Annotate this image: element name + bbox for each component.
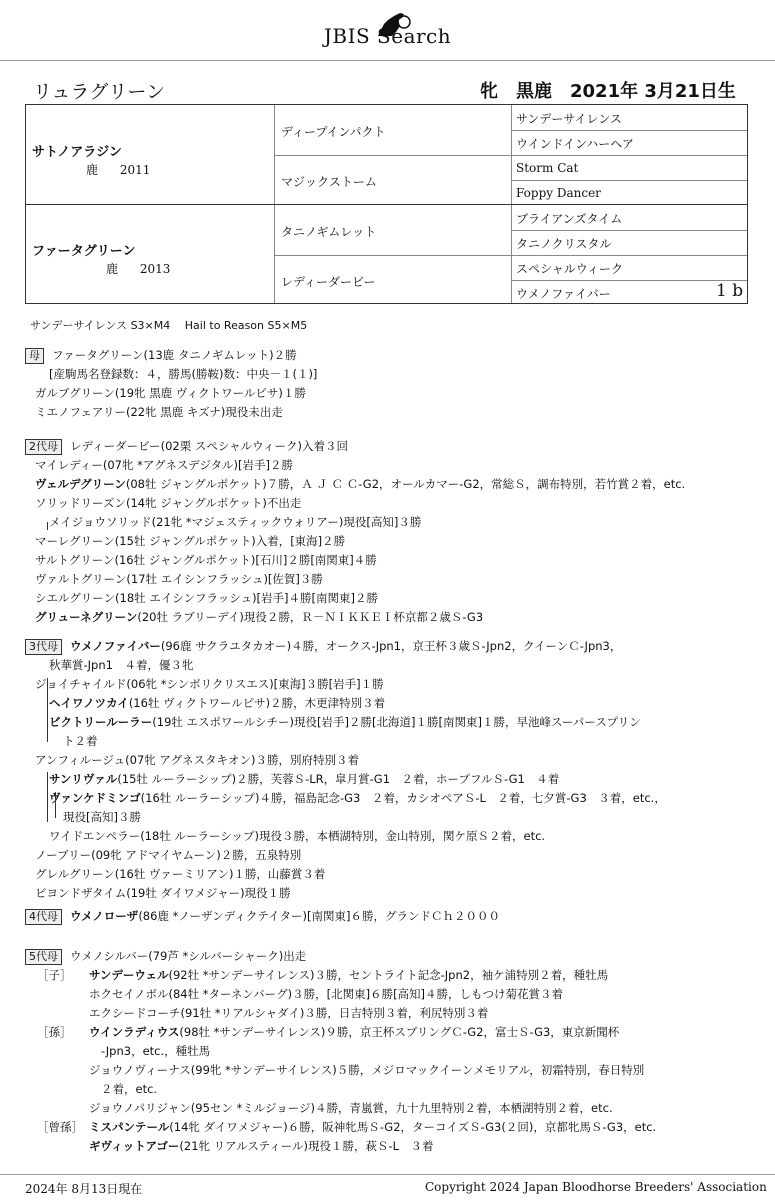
family-line	[25, 403, 317, 422]
family-line	[25, 947, 656, 966]
family-line	[25, 1080, 656, 1099]
tree-line	[47, 772, 48, 822]
relation-label: ［曾孫］	[37, 1120, 83, 1134]
line-text: (21牝 リアルスティール)現役１勝，萩Ｓ-L ３着	[179, 1139, 434, 1153]
line-text: (98牡 *サンデーサイレンス)９勝，京王杯スプリングＣ-G2，富士Ｓ-G3，東京新聞杯	[179, 1025, 620, 1039]
sire-color: 鹿	[86, 163, 99, 177]
footer-date: 2024年 8月13日現在	[25, 1182, 143, 1196]
family-line	[25, 608, 685, 627]
family-line	[25, 513, 685, 532]
horse-link[interactable]: ヴェルデグリーン	[35, 477, 126, 491]
line-text: (16牡 ヴィクトワールピサ)２勝，木更津特別３着	[128, 696, 386, 710]
family-line	[25, 1004, 656, 1023]
section-1	[25, 346, 317, 422]
line-text: 秋華賞-Jpn1 ４着，優３牝	[49, 658, 194, 672]
line-text: ソリッドリーズン(14牝 ジャングルポケット)不出走	[35, 496, 302, 510]
family-line	[25, 732, 666, 751]
gen2-item[interactable]: マジックストーム	[281, 175, 377, 189]
dam-name[interactable]: ファータグリーン	[32, 244, 136, 259]
family-line	[25, 570, 685, 589]
family-line	[25, 456, 685, 475]
gen3-item[interactable]: Storm Cat	[516, 161, 579, 175]
logo-text: JBIS Search	[323, 24, 452, 48]
line-text: (15牡 ルーラーシップ)２勝，芙蓉Ｓ-LR，皐月賞-G1 ２着，ホープフルＳ-G1 ４着	[117, 772, 560, 786]
line-text: ２着，etc.	[101, 1082, 158, 1096]
horse-link[interactable]: ウメノローザ	[70, 909, 139, 923]
line-text: グレルグリーン(16牡 ヴァーミリアン)１勝，山藤賞３着	[35, 867, 326, 881]
tree-line	[55, 792, 56, 818]
family-line	[25, 551, 685, 570]
line-text: ガルブグリーン(19牝 黒鹿 ヴィクトワールピサ)１勝	[35, 386, 306, 400]
line-text: (14牝 ダイワメジャー)６勝，阪神牝馬Ｓ-G2，ターコイズＳ-G3(２回)，京都牝馬Ｓ-G3，etc.	[169, 1120, 657, 1134]
dam-color: 鹿	[106, 262, 119, 276]
line-text: ジョイチャイルド(06牝 *シンボリクリスエス)[東海]３勝[岩手]１勝	[35, 677, 384, 691]
tree-line	[47, 522, 48, 530]
line-text: エクシードコーチ(91牡 *リアルシャダイ)３勝，日吉特別３着，利尻特別３着	[89, 1006, 489, 1020]
family-line	[25, 1099, 656, 1118]
line-text: ノーブリー(09牝 アドマイヤムーン)２勝，五泉特別	[35, 848, 302, 862]
family-line	[25, 494, 685, 513]
family-line	[25, 985, 656, 1004]
gen3-item[interactable]: Foppy Dancer	[516, 186, 601, 200]
family-line	[25, 384, 317, 403]
line-text: (86鹿 *ノーザンディクテイター)[南関東]６勝，グランドＣｈ２０００	[138, 909, 500, 923]
line-text: ワイドエンペラー(18牡 ルーラーシップ)現役３勝，本栖湖特別，金山特別，関ケ原Ｓ２着，etc.	[49, 829, 546, 843]
line-text: (16牡 ルーラーシップ)４勝，福島記念-G3 ２着，カシオペアＳ-L ２着，七夕賞-G3 ３着，etc.，	[140, 791, 666, 805]
gen3-item[interactable]: タニノクリスタル	[516, 237, 612, 251]
horse-link[interactable]: ヴァンケドミンゴ	[49, 791, 141, 805]
family-line	[25, 808, 666, 827]
generation-tag: 5代母	[25, 949, 62, 965]
gen2-item[interactable]: ディープインパクト	[281, 125, 386, 139]
family-line	[25, 1023, 656, 1042]
line-text: ファータグリーン(13鹿 タニノギムレット)２勝	[52, 348, 297, 362]
line-text: アンフィルージュ(07牝 アグネスタキオン)３勝，別府特別３着	[35, 753, 359, 767]
line-text: ホクセイノボル(84牡 *ターネンバーグ)３勝，[北関東]６勝[高知]４勝，しもつけ菊花賞３着	[89, 987, 564, 1001]
gen2-item[interactable]: タニノギムレット	[281, 225, 377, 239]
line-text: ビヨンドザタイム(19牡 ダイワメジャー)現役１勝	[35, 886, 291, 900]
relation-label: ［孫］	[37, 1025, 72, 1039]
gen3-item[interactable]: ブライアンズタイム	[516, 212, 623, 226]
family-line	[25, 966, 656, 985]
horse-link[interactable]: ビクトリールーラー	[49, 715, 153, 729]
line-text: マーレグリーン(15牡 ジャングルポケット)入着，[東海]２勝	[35, 534, 346, 548]
family-line	[25, 637, 666, 656]
gen3-item[interactable]: ウメノファイバー	[516, 287, 611, 301]
line-text: ミエノフェアリー(22牝 黒鹿 キズナ)現役未出走	[35, 405, 283, 419]
family-line	[25, 346, 317, 365]
horse-link[interactable]: ウインラディウス	[89, 1025, 180, 1039]
line-text: (08牡 ジャングルポケット)７勝，Ａ Ｊ Ｃ Ｃ-G2，オールカマー-G2，常総Ｓ，調布特別，若竹賞２着，etc.	[125, 477, 686, 491]
family-line	[25, 1118, 656, 1137]
family-number: 1 b	[716, 281, 744, 301]
line-text: ジョウノパリジャン(95セン *ミルジョージ)４勝，青嵐賞，九十九里特別２着，本栖湖特別２着，etc.	[89, 1101, 613, 1115]
family-line	[25, 865, 666, 884]
pedigree-table	[25, 104, 748, 304]
family-line	[25, 713, 666, 732]
horse-link[interactable]: ヘイワノツカイ	[49, 696, 129, 710]
gen2-item[interactable]: レディーダービー	[281, 275, 376, 289]
family-line	[25, 789, 666, 808]
horse-link[interactable]: ギヴィットアゴー	[89, 1139, 180, 1153]
section-3	[25, 637, 666, 903]
horse-link[interactable]: グリューネグリーン	[35, 610, 138, 624]
line-text: ジョウノヴィーナス(99牝 *サンデーサイレンス)５勝，メジロマックイーンメモリアル，初霜特別，春日特別	[89, 1063, 645, 1077]
gen3-item[interactable]: サンデーサイレンス	[516, 112, 622, 126]
line-text: (92牡 *サンデーサイレンス)３勝，セントライト記念-Jpn2，袖ケ浦特別２着，種牡馬	[168, 968, 609, 982]
section-5	[25, 947, 656, 1156]
family-line	[25, 675, 666, 694]
line-text: [産駒馬名登録数：４，勝馬(勝鞍)数：中央－１(１)]	[49, 367, 318, 381]
sire-year: 2011	[119, 163, 151, 177]
line-text: -Jpn3，etc.，種牡馬	[101, 1044, 211, 1058]
line-text: メイジョウソリッド(21牝 *マジェスティックウォリアー)現役[高知]３勝	[49, 515, 422, 529]
inbreeding-note: サンデーサイレンス S3×M4 Hail to Reason S5×M5	[30, 319, 308, 332]
generation-tag: 3代母	[25, 639, 62, 655]
jbis-logo[interactable]	[0, 8, 775, 48]
footer-divider	[0, 1174, 775, 1175]
family-line	[25, 1061, 656, 1080]
line-text: (19牡 エスポワールシチー)現役[岩手]２勝[北海道]１勝[南関東]１勝，早池峰スーパースプリン	[152, 715, 641, 729]
horse-name: リュラグリーン	[33, 81, 166, 103]
line-text: (96鹿 サクラユタカオー)４勝，オークス-Jpn1，京王杯３歳Ｓ-Jpn2，クイーンＣ-Jpn3，	[160, 639, 622, 653]
line-text: シエルグリーン(18牡 エイシンフラッシュ)[岩手]４勝[南関東]２勝	[35, 591, 378, 605]
relation-label: ［子］	[37, 968, 72, 982]
line-text: マイレディー(07牝 *アグネスデジタル)[岩手]２勝	[35, 458, 293, 472]
family-line	[25, 751, 666, 770]
horse-link[interactable]: サンデーウェル	[89, 968, 169, 982]
horse-link[interactable]: サンリヴァル	[49, 772, 118, 786]
sire-name[interactable]: サトノアラジン	[32, 145, 122, 160]
family-line	[25, 884, 666, 903]
line-text: ヴァルトグリーン(17牡 エイシンフラッシュ)[佐賀]３勝	[35, 572, 323, 586]
gen3-item[interactable]: スペシャルウィーク	[516, 262, 624, 276]
section-2	[25, 437, 685, 627]
line-text: サルトグリーン(16牡 ジャングルポケット)[石川]２勝[南関東]４勝	[35, 553, 377, 567]
footer-copyright: Copyright 2024 Japan Bloodhorse Breeders' Association	[425, 1180, 767, 1194]
section-4	[25, 907, 500, 926]
family-line	[25, 437, 685, 456]
family-line	[25, 1042, 656, 1061]
line-text: ト２着	[63, 734, 98, 748]
dam-year: 2013	[139, 262, 171, 276]
line-text: レディーダービー(02栗 スペシャルウィーク)入着３回	[70, 439, 348, 453]
family-line	[25, 907, 500, 926]
horse-info: 牝 黒鹿 2021年 3月21日生	[480, 81, 736, 102]
sire-cell	[32, 141, 150, 178]
generation-tag: 2代母	[25, 439, 62, 455]
family-line	[25, 827, 666, 846]
header-divider	[0, 60, 775, 61]
family-line	[25, 694, 666, 713]
family-line	[25, 589, 685, 608]
generation-tag: 母	[25, 348, 44, 364]
line-text: (20牡 ラブリーデイ)現役２勝，Ｒ－ＮＩＫＫＥＩ杯京都２歳Ｓ-G3	[137, 610, 484, 624]
family-line	[25, 770, 666, 789]
dam-cell	[32, 240, 170, 277]
family-line	[25, 656, 666, 675]
line-text: 現役[高知]３勝	[63, 810, 141, 824]
horse-link[interactable]: ミスパンテール	[89, 1120, 170, 1134]
family-line	[25, 1137, 656, 1156]
family-line	[25, 532, 685, 551]
family-line	[25, 365, 317, 384]
tree-line	[47, 678, 48, 742]
family-line	[25, 846, 666, 865]
line-text: ウメノシルバー(79芦 *シルバーシャーク)出走	[70, 949, 307, 963]
generation-tag: 4代母	[25, 909, 62, 925]
family-line	[25, 475, 685, 494]
horse-link[interactable]: ウメノファイバー	[70, 639, 161, 653]
gen3-item[interactable]: ウインドインハーヘア	[516, 137, 634, 151]
